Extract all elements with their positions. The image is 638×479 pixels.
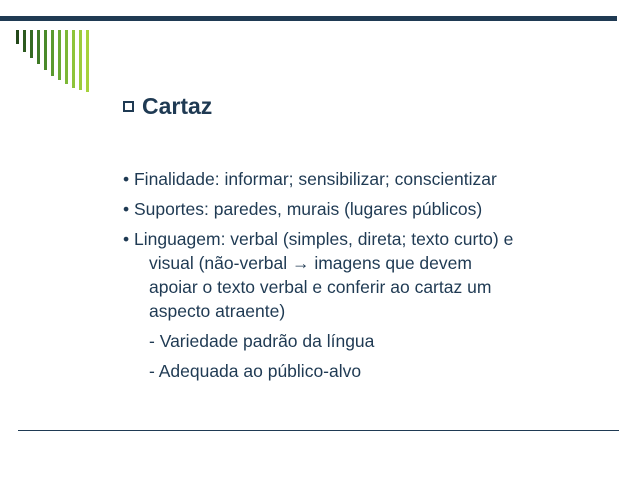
bullet-continuation: apoiar o texto verbal e conferir ao cartaz um <box>149 277 492 297</box>
stripe <box>16 30 19 44</box>
slide-title: Cartaz <box>142 93 213 119</box>
stripe <box>37 30 40 64</box>
top-rule <box>0 16 617 21</box>
stripe <box>51 30 54 76</box>
bullet-list <box>123 167 613 383</box>
bullet-item: • Finalidade: informar; sensibilizar; conscientizar <box>123 169 497 189</box>
bullet-continuation: aspecto atraente) <box>149 301 286 321</box>
bullet-item: • Suportes: paredes, murais (lugares públicos) <box>123 199 483 219</box>
bullet-item: • Linguagem: verbal (simples, direta; texto curto) e <box>123 229 514 249</box>
stripe <box>79 30 82 90</box>
stripe <box>23 30 26 52</box>
sub-item: - Variedade padrão da língua <box>149 331 375 351</box>
stripe <box>72 30 75 88</box>
square-bullet-icon <box>123 101 134 112</box>
bottom-rule <box>18 430 619 431</box>
decorative-stripes <box>16 30 106 92</box>
bullet-continuation: visual (não-verbal → imagens que devem <box>149 253 472 273</box>
stripe <box>65 30 68 84</box>
stripe <box>44 30 47 70</box>
stripe <box>30 30 33 58</box>
stripe <box>58 30 61 80</box>
sub-item: - Adequada ao público-alvo <box>149 361 362 381</box>
slide-title-row <box>123 93 212 120</box>
stripe <box>86 30 89 92</box>
